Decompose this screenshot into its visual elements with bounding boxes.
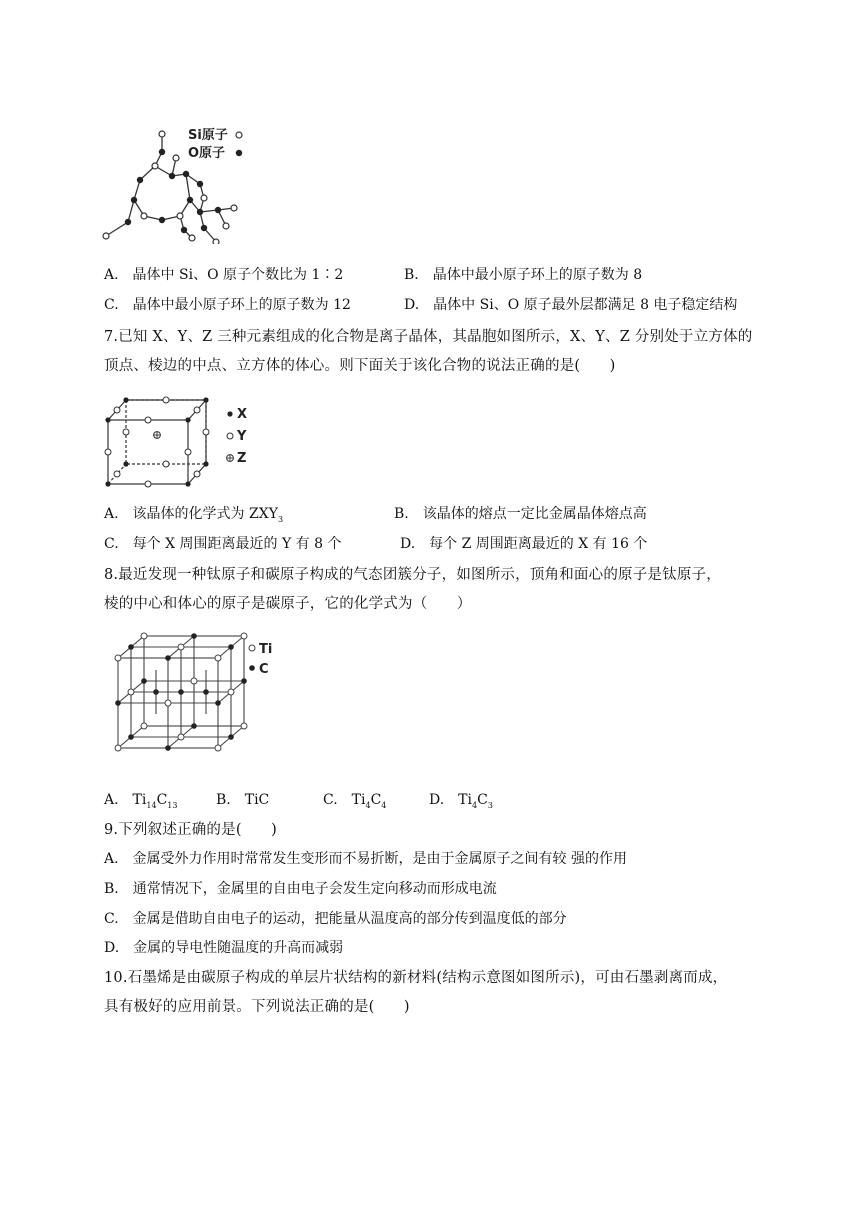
q6-option-a: A. 晶体中 Si、O 原子个数比为 1∶2 bbox=[104, 267, 344, 283]
q8-stem-line1: 8.最近发现一种钛原子和碳原子构成的气态团簇分子，如图所示，顶角和面心的原子是钛原子， bbox=[104, 567, 721, 583]
q7-stem-line1: 7.已知 X、Y、Z 三种元素组成的化合物是离子晶体，其晶胞如图所示，X、Y、Z 分别处于立方体的 bbox=[104, 329, 753, 345]
legend-y-label: Y bbox=[237, 429, 247, 444]
q8-option-b: B. TiC bbox=[216, 792, 270, 808]
q6-option-c: C. 晶体中最小原子环上的原子数为 12 bbox=[104, 297, 351, 313]
q6-option-b: B. 晶体中最小原子环上的原子数为 8 bbox=[404, 267, 643, 283]
q8-option-c: C. $Ti_4C_4$ bbox=[323, 792, 387, 810]
q8-option-a: A. $Ti_{14}C_{13}$ bbox=[104, 792, 178, 810]
legend-c-label: C bbox=[259, 662, 269, 677]
legend-o-label: O原子 bbox=[188, 146, 226, 161]
q7-option-d: D. 每个 Z 周围距离最近的 X 有 16 个 bbox=[400, 536, 648, 552]
q9-option-a: A. 金属受外力作用时常常发生变形而不易折断，是由于金属原子之间有较 强的作用 bbox=[104, 851, 628, 867]
q7-option-a: A. 该晶体的化学式为 $ZXY_3$ bbox=[104, 506, 284, 524]
q9-option-d: D. 金属的导电性随温度的升高而减弱 bbox=[104, 940, 344, 956]
legend-x-label: X bbox=[237, 407, 248, 422]
q7-unit-cell-figure bbox=[100, 392, 260, 492]
sio2-structure-figure bbox=[100, 124, 260, 244]
legend-z-label: Z bbox=[237, 451, 247, 466]
q10-stem-line2: 具有极好的应用前景。下列说法正确的是( ) bbox=[104, 999, 410, 1015]
q7-option-b: B. 该晶体的熔点一定比金属晶体熔点高 bbox=[394, 506, 647, 522]
q9-option-b: B. 通常情况下，金属里的自由电子会发生定向移动而形成电流 bbox=[104, 881, 497, 897]
q9-stem: 9.下列叙述正确的是( ) bbox=[104, 822, 277, 838]
q10-stem-line1: 10.石墨烯是由碳原子构成的单层片状结构的新材料(结构示意图如图所示)，可由石墨剥离而成， bbox=[104, 970, 728, 986]
q8-cluster-figure bbox=[100, 628, 290, 758]
q7-option-c: C. 每个 X 周围距离最近的 Y 有 8 个 bbox=[104, 536, 342, 552]
q8-option-d: D. $Ti_4C_3$ bbox=[429, 792, 493, 810]
q8-stem-line2: 棱的中心和体心的原子是碳原子，它的化学式为（ ） bbox=[104, 596, 472, 612]
legend-ti-label: Ti bbox=[259, 642, 273, 657]
q7-stem-line2: 顶点、棱边的中点、立方体的体心。则下面关于该化合物的说法正确的是( ) bbox=[104, 358, 616, 374]
q9-option-c: C. 金属是借助自由电子的运动，把能量从温度高的部分传到温度低的部分 bbox=[104, 911, 567, 927]
q6-option-d: D. 晶体中 Si、O 原子最外层都满足 8 电子稳定结构 bbox=[404, 297, 738, 313]
legend-si-label: Si原子 bbox=[188, 128, 228, 143]
